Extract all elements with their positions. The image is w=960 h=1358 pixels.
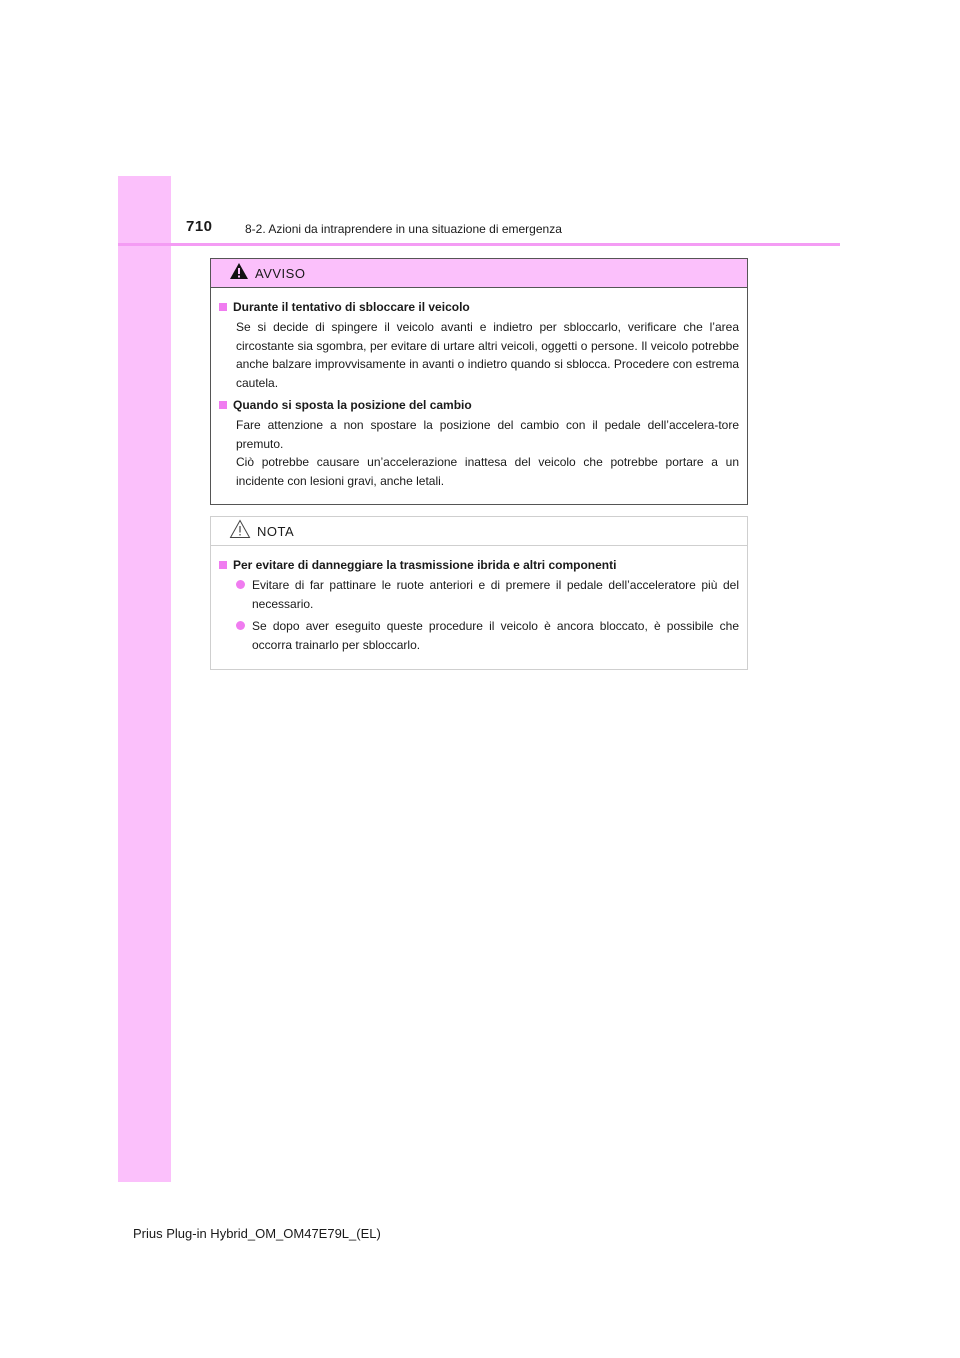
warning-body — [211, 288, 747, 490]
note-body — [211, 546, 747, 654]
note-bullet-text: Se dopo aver eseguito queste procedure il veicolo è ancora bloccato, è possibile che occorra trainarlo per sbloccarlo. — [252, 619, 739, 652]
note-bullet-text: Evitare di far pattinare le ruote anteriori e di premere il pedale dell’acceleratore più del necessario. — [252, 578, 739, 611]
square-bullet-icon — [219, 303, 227, 311]
warning-paragraph: Fare attenzione a non spostare la posizione del cambio con il pedale dell’accelera-tore premuto. — [236, 418, 739, 451]
header-rule — [118, 243, 840, 246]
note-label: NOTA — [257, 523, 295, 539]
warning-paragraph: Se si decide di spingere il veicolo avanti e indietro per sbloccarlo, verificare che l’area circostante sia sgombra, per evitare di urtare altri veicoli, oggetti o persone. Il veicolo potrebbe anche balzare improvvisamente in avanti o indietro quando si sblocca. Procedere con estrema cautela. — [236, 320, 739, 390]
page-number: 710 — [186, 218, 213, 235]
square-bullet-icon — [219, 401, 227, 409]
note-item-title-text: Per evitare di danneggiare la trasmissione ibrida e altri componenti — [233, 558, 617, 572]
warning-label: AVVISO — [255, 265, 306, 281]
round-bullet-icon — [236, 580, 245, 589]
warning-item-title — [219, 398, 739, 412]
warning-item-title-text: Durante il tentativo di sbloccare il veicolo — [233, 300, 470, 314]
warning-paragraph: Ciò potrebbe causare un’accelerazione inattesa del veicolo che potrebbe portare a un incidente con lesioni gravi, anche letali. — [236, 455, 739, 488]
section-title: 8-2. Azioni da intraprendere in una situazione di emergenza — [245, 222, 562, 236]
warning-item-title — [219, 300, 739, 314]
note-box — [210, 516, 748, 670]
note-bullet — [236, 576, 739, 613]
warning-box — [210, 258, 748, 505]
note-item-title — [219, 558, 739, 572]
round-bullet-icon — [236, 621, 245, 630]
side-band — [118, 176, 171, 1182]
note-bullet — [236, 617, 739, 654]
warning-header — [211, 259, 747, 288]
note-header — [211, 517, 747, 546]
warning-triangle-icon — [229, 262, 249, 285]
square-bullet-icon — [219, 561, 227, 569]
caution-triangle-icon — [229, 519, 251, 544]
footer-doc-id: Prius Plug-in Hybrid_OM_OM47E79L_(EL) — [133, 1226, 381, 1241]
warning-item-title-text: Quando si sposta la posizione del cambio — [233, 398, 472, 412]
